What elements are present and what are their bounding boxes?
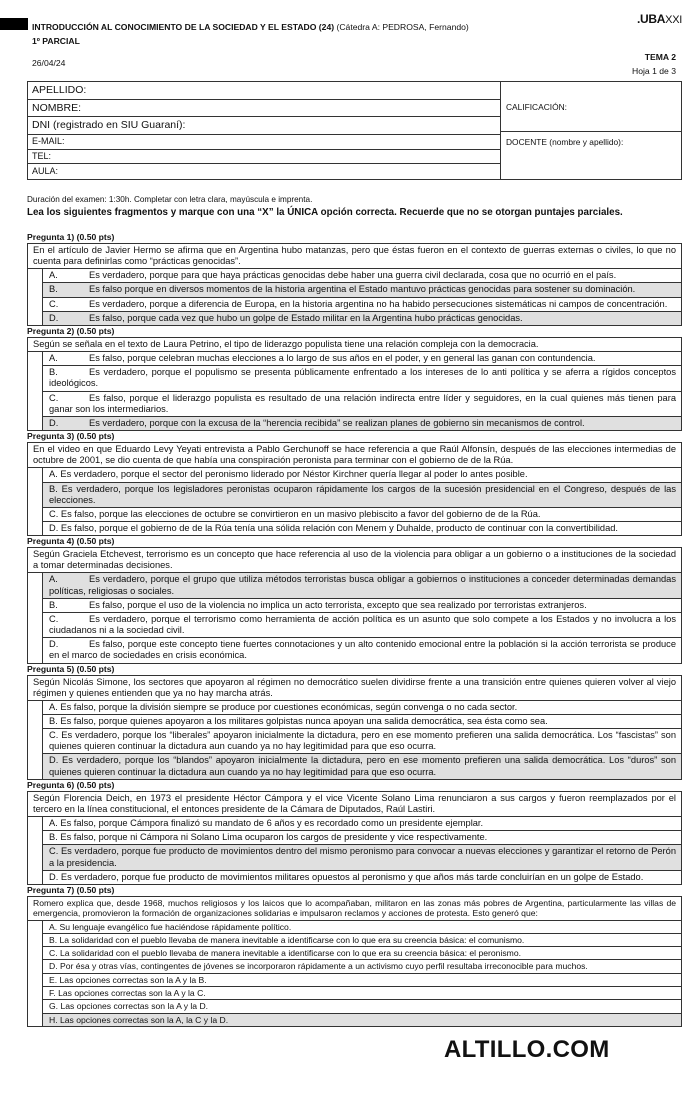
logo-main: .UBA [637,12,666,26]
option-row[interactable] [42,282,681,296]
option-row[interactable] [42,269,681,282]
option-row[interactable] [42,637,681,662]
email-field[interactable]: E-MAIL: [28,135,500,150]
option-text: D. Es verdadero, porque fue producto de movimientos militares opuestos al peronismo y que años más tarde concluirían en un golpe de Estado. [49,871,644,882]
question-body [27,896,682,1027]
option-row[interactable] [42,817,681,830]
option-text: A. Su lenguaje evangélico fue haciéndose rápidamente político. [49,921,292,932]
question-6 [27,780,682,885]
option-row[interactable] [42,870,681,884]
aula-field[interactable]: AULA: [32,166,59,177]
option-text: Es verdadero, porque el populismo se presenta públicamente enfrentado a los intereses de lo anti política y se aferra a rígidos conceptos ideológicos. [49,367,676,389]
course-title [32,22,592,32]
option-letter: B. [49,367,58,378]
question-1 [27,232,682,326]
option-text: A. Es verdadero, porque el sector del peronismo liderado por Néstor Kirchner quería llegar al poder lo antes posible. [49,469,528,480]
instructions: Lea los siguientes fragmentos y marque con una “X” la ÚNICA opción correcta. Recuerde que no se otorgan puntajes parciales. [27,207,623,218]
option-row[interactable] [42,1013,681,1026]
question-2 [27,326,682,431]
option-text: A. Es falso, porque Cámpora finalizó su mandato de 6 años y es recordado como un presidente ejemplar. [49,818,484,829]
option-row[interactable] [42,507,681,521]
question-title: Pregunta 6) (0.50 pts) [27,779,115,790]
question-title: Pregunta 4) (0.50 pts) [27,536,115,547]
option-text: Es falso, porque el uso de la violencia no implica un acto terrorista, excepto que sea realizado por terroristas extranjeros. [89,599,587,610]
question-title: Pregunta 7) (0.50 pts) [27,884,115,895]
option-row[interactable] [42,973,681,986]
option-letter: B. [49,284,58,295]
option-text: D. Por ésa y otras vías, contingentes de jóvenes se incorporaron rápidamente a un activismo cuyo perfil resultaba irreconocible para muchos. [49,961,588,972]
options-list [42,269,681,325]
option-text: B. Es falso, porque ni Cámpora ni Solano Lima ocuparon los cargos de presidente y vice respectivamente. [49,832,488,843]
option-row[interactable] [42,728,681,753]
questions-list [27,232,682,1027]
option-row[interactable] [42,391,681,416]
option-row[interactable] [42,946,681,959]
options-list [42,352,681,430]
question-title: Pregunta 5) (0.50 pts) [27,663,115,674]
option-row[interactable] [42,521,681,535]
option-letter: C. [49,613,59,624]
option-letter: C. [49,392,59,403]
options-list [42,921,681,1027]
option-text: Es falso, porque este concepto tiene fuertes connotaciones y un alto contenido emocional entre la población si la acción terrorista se produce en el marco de sociedades en crisis económica. [49,639,676,661]
option-row[interactable] [42,365,681,390]
option-text: E. Las opciones correctas son la A y la B. [49,974,207,985]
question-stem: En el video en que Eduardo Levy Yeyati entrevista a Pablo Gerchunoff se hace referencia a que Raúl Alfonsín, después de las elecciones intermedias de octubre de 2001, se dio cuenta de que había una conspiración peronista para terminar con el gobierno de de la Rúa. [28,443,681,468]
grading-fields [501,82,681,179]
question-body [27,675,682,780]
option-text: C. Es verdadero, porque fue producto de movimientos dentro del mismo peronismo para convocar a nuevas elecciones y garantizar el retorno de Perón a la presidencia. [49,846,676,868]
option-letter: A. [49,270,58,281]
option-row[interactable] [42,352,681,365]
question-stem: En el artículo de Javier Hermo se afirma que en Argentina hubo matanzas, pero que éstas fueron en el contexto de guerras externas o civiles, lo que no cuenta para definirlas como “prácticas genocidas”. [28,244,681,269]
question-3 [27,431,682,536]
docente-field[interactable]: DOCENTE (nombre y apellido): [506,137,624,147]
watermark: ALTILLO.COM [444,1036,610,1063]
options-list [42,817,681,884]
option-row[interactable] [42,311,681,325]
option-text: B. La solidaridad con el pueblo llevaba de manera inevitable a identificarse con lo que era su creencia básica: el comunismo. [49,934,525,945]
option-text: C. Es verdadero, porque los “liberales” apoyaron inicialmente la dictadura, pero en ese momento prefieren una salida democrática. Los “fascistas” son quienes quieren continuar la dictadura aun cuando ya no hay legitimidad para que eso ocurra. [49,730,676,752]
option-row[interactable] [42,598,681,612]
tel-field[interactable]: TEL: [28,150,500,165]
option-text: Es falso porque en diversos momentos de la historia argentina el Estado mantuvo prácticas genocidas para sostener su dominación. [89,284,636,295]
apellido-field[interactable]: APELLIDO: [28,82,500,100]
option-row[interactable] [42,921,681,933]
option-letter: B. [49,599,58,610]
option-text: Es verdadero, porque con la excusa de la “herencia recibida” se realizan planes de gobierno sin mecanismos de control. [89,417,585,428]
catedra: (Cátedra A: PEDROSA, Fernando) [336,22,469,32]
option-letter: C. [49,298,59,309]
options-list [42,573,681,662]
option-row[interactable] [42,753,681,778]
question-body [27,442,682,536]
option-text: Es falso, porque cada vez que hubo un golpe de Estado militar en la Argentina hubo prácticas genocidas. [89,312,523,323]
option-text: F. Las opciones correctas son la A y la C. [49,988,206,999]
option-letter: D. [49,312,59,323]
option-row[interactable] [42,986,681,999]
question-title: Pregunta 1) (0.50 pts) [27,232,115,242]
dni-field[interactable]: DNI (registrado en SIU Guaraní): [28,117,500,135]
option-row[interactable] [42,933,681,946]
options-list [42,468,681,535]
question-stem: Según Graciela Etchevest, terrorismo es un concepto que hace referencia al uso de la violencia para obligar a un gobierno o a instituciones de la sociedad a tomar determinadas decisiones. [28,548,681,573]
option-row[interactable] [42,999,681,1012]
option-row[interactable] [42,468,681,481]
option-row[interactable] [42,612,681,637]
student-id-form [27,81,682,180]
question-5 [27,664,682,780]
question-7 [27,885,682,1027]
option-text: Es falso, porque celebran muchas elecciones a lo largo de sus años en el poder, y en general las ganan con contundencia. [89,353,596,364]
uba-logo [637,12,682,27]
parcial-label: 1º PARCIAL [32,36,80,46]
option-row[interactable] [42,830,681,844]
question-body [27,243,682,326]
id-fields [28,82,501,179]
option-letter: A. [49,574,58,585]
calificacion-field[interactable]: CALIFICACIÓN: [501,82,681,132]
option-text: D. Es falso, porque el gobierno de de la Rúa tenía una sólida relación con Menem y Duhalde, producto de continuar con la convertibilidad. [49,522,619,533]
duration-note: Duración del examen: 1:30h. Completar con letra clara, mayúscula e imprenta. [27,195,313,204]
option-letter: D. [49,417,59,428]
option-row[interactable] [42,482,681,507]
option-row[interactable] [42,959,681,972]
logo-suffix: XXI [665,14,682,26]
option-row[interactable] [42,573,681,597]
question-4 [27,536,682,663]
option-text: B. Es verdadero, porque los legisladores peronistas ocuparon rápidamente los cargos de la sucesión presidencial en el Congreso, después de las elecciones. [49,483,676,505]
option-text: Es verdadero, porque a diferencia de Europa, en la historia argentina no ha habido persecuciones sistemáticas ni campos de concentración. [89,298,668,309]
nombre-field[interactable]: NOMBRE: [28,100,500,118]
exam-date: 26/04/24 [32,58,66,68]
option-row[interactable] [42,416,681,430]
option-text: C. Es falso, porque las elecciones de octubre se convirtieron en un masivo plebiscito a favor del gobierno de de la Rúa. [49,508,541,519]
options-list [42,701,681,779]
question-stem: Romero explica que, desde 1968, muchos religiosos y los laicos que lo acompañaban, militaron en las zonas más pobres de Argentina, particularmente las villas de emergencia, promovieron la formación de organizaciones solidarias e impulsaron reclamos y acciones de protesta. Esto generó que: [28,897,681,921]
option-text: B. Es falso, porque quienes apoyaron a los militares golpistas nunca apoyan una salida democrática, sea ésta como sea. [49,716,548,726]
question-body [27,791,682,885]
option-text: D. Es verdadero, porque los “blandos” apoyaron inicialmente la dictadura, pero en ese momento prefieren una salida democrática. Los “duros” son quienes quieren continuar la dictadura aun cuando ya no hay legitimidad para que eso ocurra. [49,755,676,777]
course-name: INTRODUCCIÓN AL CONOCIMIENTO DE LA SOCIEDAD Y EL ESTADO (24) [32,22,335,32]
black-tab-mark [0,18,28,30]
page-counter: Hoja 1 de 3 [632,66,676,76]
question-stem: Según se señala en el texto de Laura Petrino, el tipo de liderazgo populista tiene una relación compleja con la democracia. [28,338,681,352]
option-row[interactable] [42,701,681,714]
question-body [27,337,682,431]
option-text: Es verdadero, porque el grupo que utiliza métodos terroristas busca obligar a gobiernos o instituciones a conceder determinadas demandas políticas, religiosas o sociales. [49,574,676,596]
question-body [27,547,682,663]
option-row[interactable] [42,297,681,311]
option-text: Es verdadero, porque el terrorismo como herramienta de acción política es un asunto que solo compete a los Estados y no involucra a los ciudadanos ni a la sociedad civil. [49,613,676,636]
option-row[interactable] [42,714,681,728]
option-text: A. Es falso, porque la división siempre se produce por cuestiones económicas, según convenga o no cada sector. [49,701,518,712]
option-text: C. La solidaridad con el pueblo llevaba de manera inevitable a identificarse con lo que era su creencia básica: el peronismo. [49,948,521,959]
option-text: Es falso, porque el liderazgo populista es resultado de una relación indirecta entre líder y seguidores, en la cual quienes más tienen para ganar son los intermediarios. [49,392,676,414]
option-letter: A. [49,353,58,364]
option-row[interactable] [42,844,681,869]
question-title: Pregunta 2) (0.50 pts) [27,325,115,336]
tema-label: TEMA 2 [644,52,676,62]
question-stem: Según Nicolás Simone, los sectores que apoyaron al régimen no democrático suelen dividirse frente a una transición entre quienes quieren volver al viejo régimen y quienes entienden que ya no hay marcha atrás. [28,676,681,701]
question-stem: Según Florencia Deich, en 1973 el presidente Héctor Cámpora y el vice Vicente Solano Lima renunciaron a sus cargos y fueron reemplazados por el tercero en la línea constitucional, el entonces presidente de la Cámara de Diputados, Raúl Lastiri. [28,792,681,817]
option-text: G. Las opciones correctas son la A y la D. [49,1001,209,1012]
option-text: Es verdadero, porque para que haya prácticas genocidas debe haber una guerra civil declarada, cosa que no ocurrió en el país. [89,270,617,281]
option-letter: D. [49,639,59,650]
option-text: H. Las opciones correctas son la A, la C y la D. [49,1014,229,1025]
question-title: Pregunta 3) (0.50 pts) [27,431,115,442]
